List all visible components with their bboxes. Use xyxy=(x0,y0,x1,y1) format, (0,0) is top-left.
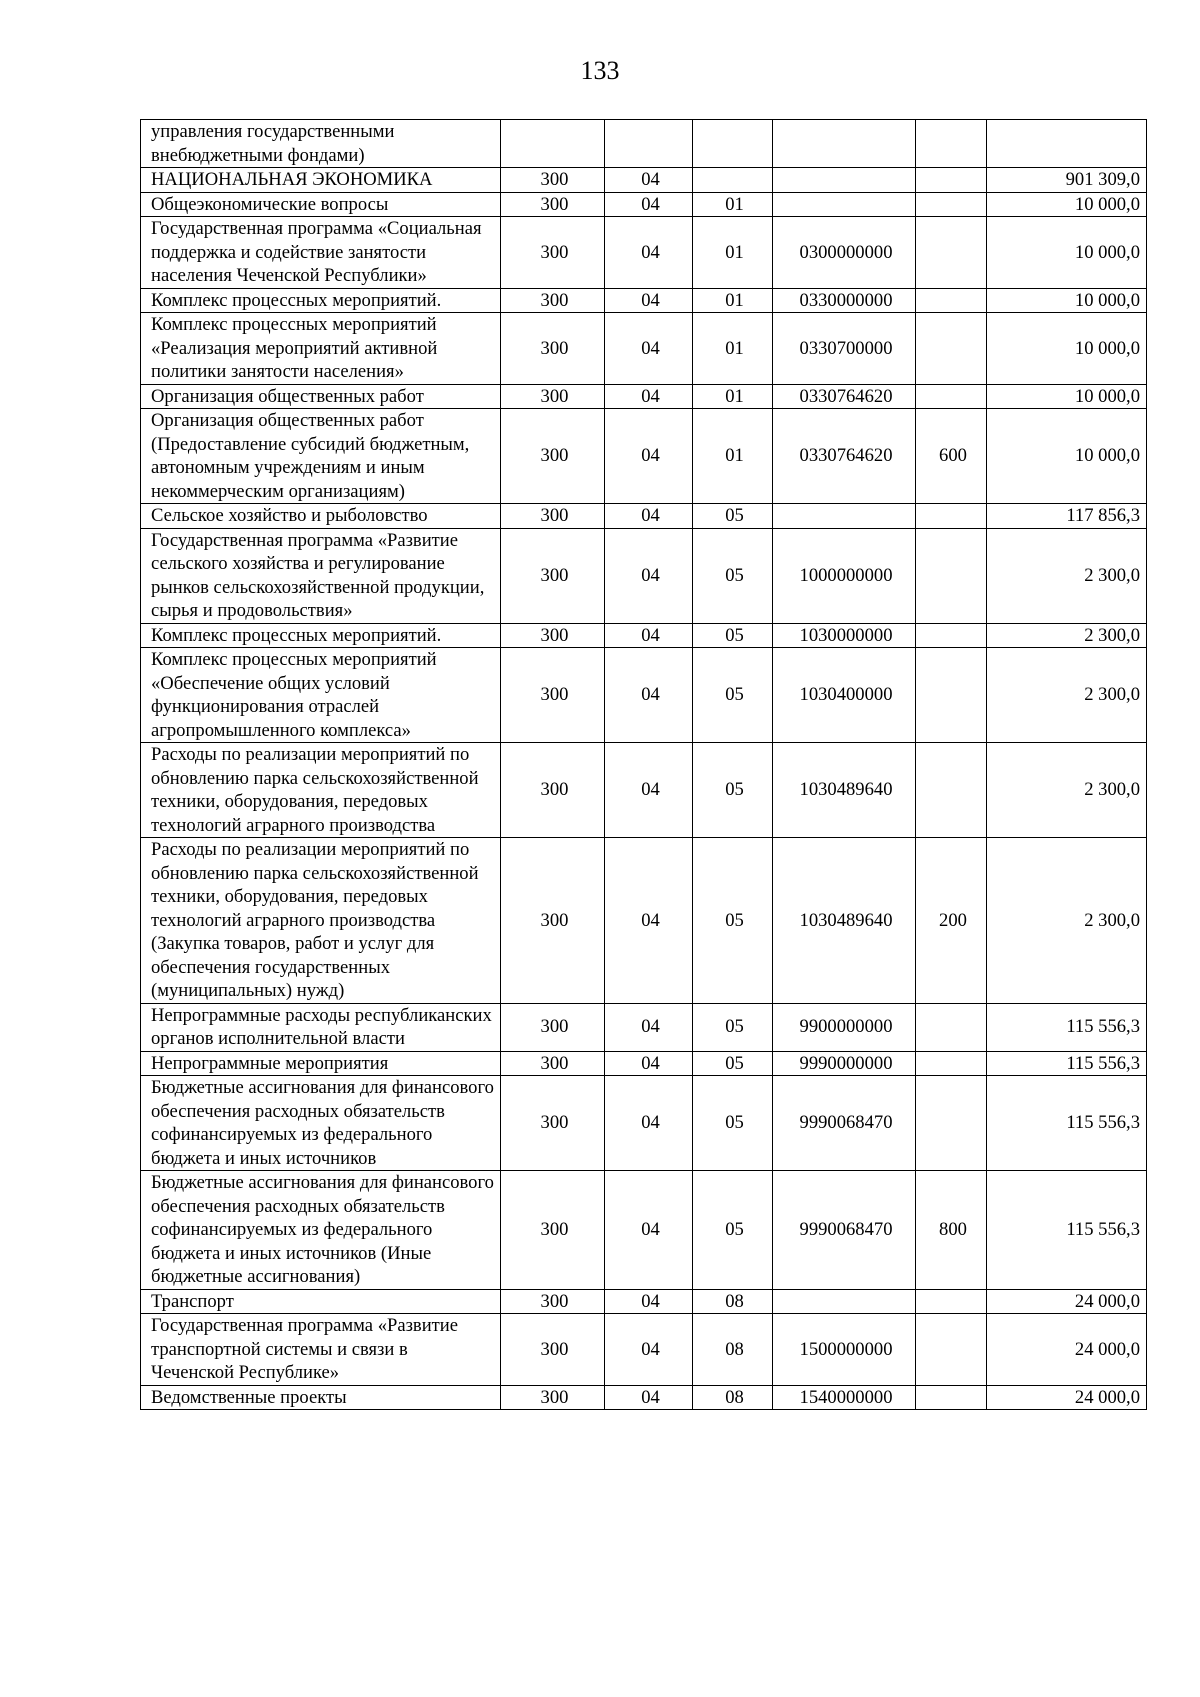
table-row xyxy=(141,504,1147,529)
table-row xyxy=(141,1003,1147,1051)
budget-table xyxy=(140,119,1147,1410)
ministry-code: 300 xyxy=(501,838,605,1004)
ministry-code: 300 xyxy=(501,168,605,193)
ministry-code: 300 xyxy=(501,1051,605,1076)
target-article-code: 9990068470 xyxy=(773,1171,916,1290)
subsection-code: 01 xyxy=(693,313,773,385)
subsection-code: 01 xyxy=(693,288,773,313)
expense-type-code xyxy=(916,1314,987,1386)
ministry-code: 300 xyxy=(501,648,605,743)
expense-type-code xyxy=(916,648,987,743)
section-code: 04 xyxy=(605,1385,693,1410)
expense-type-code: 800 xyxy=(916,1171,987,1290)
amount xyxy=(987,120,1147,168)
section-code: 04 xyxy=(605,1289,693,1314)
amount: 24 000,0 xyxy=(987,1385,1147,1410)
ministry-code: 300 xyxy=(501,623,605,648)
amount: 24 000,0 xyxy=(987,1314,1147,1386)
expense-type-code xyxy=(916,1051,987,1076)
expense-type-code xyxy=(916,192,987,217)
target-article-code: 0300000000 xyxy=(773,217,916,289)
section-code: 04 xyxy=(605,192,693,217)
ministry-code: 300 xyxy=(501,1289,605,1314)
target-article-code: 0330764620 xyxy=(773,409,916,504)
ministry-code: 300 xyxy=(501,1314,605,1386)
subsection-code: 01 xyxy=(693,217,773,289)
target-article-code xyxy=(773,168,916,193)
expense-type-code xyxy=(916,1385,987,1410)
subsection-code: 05 xyxy=(693,1003,773,1051)
row-name: Организация общественных работ xyxy=(141,384,501,409)
row-name: Сельское хозяйство и рыболовство xyxy=(141,504,501,529)
subsection-code: 01 xyxy=(693,409,773,504)
subsection-code: 05 xyxy=(693,1076,773,1171)
target-article-code: 1540000000 xyxy=(773,1385,916,1410)
target-article-code: 1500000000 xyxy=(773,1314,916,1386)
ministry-code: 300 xyxy=(501,1003,605,1051)
row-name: Транспорт xyxy=(141,1289,501,1314)
section-code: 04 xyxy=(605,504,693,529)
section-code: 04 xyxy=(605,838,693,1004)
table-row xyxy=(141,1051,1147,1076)
row-name: управления государственными внебюджетными фондами) xyxy=(141,120,501,168)
target-article-code: 9900000000 xyxy=(773,1003,916,1051)
amount: 115 556,3 xyxy=(987,1076,1147,1171)
target-article-code: 9990000000 xyxy=(773,1051,916,1076)
ministry-code: 300 xyxy=(501,288,605,313)
amount: 2 300,0 xyxy=(987,838,1147,1004)
expense-type-code xyxy=(916,313,987,385)
amount: 10 000,0 xyxy=(987,192,1147,217)
row-name: Комплекс процессных мероприятий. xyxy=(141,623,501,648)
table-row xyxy=(141,120,1147,168)
section-code: 04 xyxy=(605,168,693,193)
target-article-code: 1030000000 xyxy=(773,623,916,648)
target-article-code xyxy=(773,504,916,529)
table-body xyxy=(141,120,1147,1410)
subsection-code: 05 xyxy=(693,623,773,648)
expense-type-code xyxy=(916,384,987,409)
expense-type-code xyxy=(916,743,987,838)
expense-type-code xyxy=(916,168,987,193)
table-row xyxy=(141,384,1147,409)
row-name: Организация общественных работ (Предоставление субсидий бюджетным, автономным учреждениям и иным некоммерческим организациям) xyxy=(141,409,501,504)
section-code: 04 xyxy=(605,1076,693,1171)
subsection-code: 05 xyxy=(693,648,773,743)
amount: 24 000,0 xyxy=(987,1289,1147,1314)
amount: 901 309,0 xyxy=(987,168,1147,193)
table-row xyxy=(141,1314,1147,1386)
subsection-code: 05 xyxy=(693,838,773,1004)
table-row xyxy=(141,838,1147,1004)
row-name: Бюджетные ассигнования для финансового обеспечения расходных обязательств софинансируемых из федерального бюджета и иных источников (Иные бюджетные ассигнования) xyxy=(141,1171,501,1290)
ministry-code: 300 xyxy=(501,528,605,623)
table-row xyxy=(141,1289,1147,1314)
subsection-code: 05 xyxy=(693,528,773,623)
section-code: 04 xyxy=(605,1171,693,1290)
expense-type-code xyxy=(916,1003,987,1051)
target-article-code xyxy=(773,192,916,217)
table-row xyxy=(141,288,1147,313)
row-name: Комплекс процессных мероприятий. xyxy=(141,288,501,313)
target-article-code: 1030489640 xyxy=(773,838,916,1004)
amount: 115 556,3 xyxy=(987,1051,1147,1076)
table-row xyxy=(141,192,1147,217)
amount: 10 000,0 xyxy=(987,384,1147,409)
section-code: 04 xyxy=(605,623,693,648)
amount: 2 300,0 xyxy=(987,648,1147,743)
table-row xyxy=(141,528,1147,623)
table-row xyxy=(141,1171,1147,1290)
amount: 10 000,0 xyxy=(987,288,1147,313)
target-article-code: 9990068470 xyxy=(773,1076,916,1171)
amount: 2 300,0 xyxy=(987,623,1147,648)
ministry-code: 300 xyxy=(501,384,605,409)
ministry-code: 300 xyxy=(501,743,605,838)
ministry-code: 300 xyxy=(501,504,605,529)
amount: 2 300,0 xyxy=(987,743,1147,838)
ministry-code: 300 xyxy=(501,1171,605,1290)
target-article-code: 0330764620 xyxy=(773,384,916,409)
page-number: 133 xyxy=(580,56,620,85)
row-name: Расходы по реализации мероприятий по обновлению парка сельскохозяйственной техники, оборудования, передовых технологий аграрного производства xyxy=(141,743,501,838)
table-row xyxy=(141,623,1147,648)
section-code: 04 xyxy=(605,384,693,409)
subsection-code: 08 xyxy=(693,1314,773,1386)
ministry-code: 300 xyxy=(501,192,605,217)
amount: 117 856,3 xyxy=(987,504,1147,529)
subsection-code xyxy=(693,120,773,168)
ministry-code: 300 xyxy=(501,1385,605,1410)
row-name: Государственная программа «Развитие сельского хозяйства и регулирование рынков сельскохозяйственной продукции, сырья и продовольствия» xyxy=(141,528,501,623)
row-name: Государственная программа «Социальная поддержка и содействие занятости населения Чеченской Республики» xyxy=(141,217,501,289)
row-name: Расходы по реализации мероприятий по обновлению парка сельскохозяйственной техники, оборудования, передовых технологий аграрного производства (Закупка товаров, работ и услуг для обеспечения государственных (муниципальных) нужд) xyxy=(141,838,501,1004)
subsection-code: 01 xyxy=(693,384,773,409)
row-name: Бюджетные ассигнования для финансового обеспечения расходных обязательств софинансируемых из федерального бюджета и иных источников xyxy=(141,1076,501,1171)
amount: 10 000,0 xyxy=(987,217,1147,289)
table-row xyxy=(141,1385,1147,1410)
section-code: 04 xyxy=(605,217,693,289)
subsection-code: 05 xyxy=(693,743,773,838)
amount: 10 000,0 xyxy=(987,313,1147,385)
target-article-code: 1030489640 xyxy=(773,743,916,838)
subsection-code: 05 xyxy=(693,504,773,529)
section-code: 04 xyxy=(605,409,693,504)
table-row xyxy=(141,217,1147,289)
ministry-code: 300 xyxy=(501,217,605,289)
expense-type-code xyxy=(916,120,987,168)
expense-type-code xyxy=(916,1076,987,1171)
expense-type-code: 200 xyxy=(916,838,987,1004)
subsection-code: 08 xyxy=(693,1385,773,1410)
row-name: Непрограммные мероприятия xyxy=(141,1051,501,1076)
row-name: Государственная программа «Развитие транспортной системы и связи в Чеченской Республике» xyxy=(141,1314,501,1386)
table-row xyxy=(141,313,1147,385)
row-name: Комплекс процессных мероприятий «Реализация мероприятий активной политики занятости населения» xyxy=(141,313,501,385)
section-code: 04 xyxy=(605,1051,693,1076)
table-row xyxy=(141,168,1147,193)
row-name: Общеэкономические вопросы xyxy=(141,192,501,217)
target-article-code: 1000000000 xyxy=(773,528,916,623)
table-row xyxy=(141,743,1147,838)
expense-type-code xyxy=(916,528,987,623)
section-code: 04 xyxy=(605,648,693,743)
table-row xyxy=(141,1076,1147,1171)
subsection-code xyxy=(693,168,773,193)
expense-type-code xyxy=(916,623,987,648)
target-article-code xyxy=(773,1289,916,1314)
row-name: Непрограммные расходы республиканских органов исполнительной власти xyxy=(141,1003,501,1051)
section-code xyxy=(605,120,693,168)
section-code: 04 xyxy=(605,743,693,838)
amount: 2 300,0 xyxy=(987,528,1147,623)
section-code: 04 xyxy=(605,288,693,313)
expense-type-code: 600 xyxy=(916,409,987,504)
expense-type-code xyxy=(916,1289,987,1314)
amount: 115 556,3 xyxy=(987,1003,1147,1051)
table-row xyxy=(141,648,1147,743)
section-code: 04 xyxy=(605,528,693,623)
expense-type-code xyxy=(916,504,987,529)
subsection-code: 05 xyxy=(693,1051,773,1076)
target-article-code: 0330700000 xyxy=(773,313,916,385)
section-code: 04 xyxy=(605,1314,693,1386)
row-name: НАЦИОНАЛЬНАЯ ЭКОНОМИКА xyxy=(141,168,501,193)
section-code: 04 xyxy=(605,1003,693,1051)
ministry-code: 300 xyxy=(501,313,605,385)
target-article-code: 1030400000 xyxy=(773,648,916,743)
section-code: 04 xyxy=(605,313,693,385)
expense-type-code xyxy=(916,288,987,313)
subsection-code: 05 xyxy=(693,1171,773,1290)
ministry-code: 300 xyxy=(501,409,605,504)
expense-type-code xyxy=(916,217,987,289)
ministry-code xyxy=(501,120,605,168)
subsection-code: 08 xyxy=(693,1289,773,1314)
row-name: Комплекс процессных мероприятий «Обеспечение общих условий функционирования отраслей агропромышленного комплекса» xyxy=(141,648,501,743)
amount: 10 000,0 xyxy=(987,409,1147,504)
row-name: Ведомственные проекты xyxy=(141,1385,501,1410)
subsection-code: 01 xyxy=(693,192,773,217)
ministry-code: 300 xyxy=(501,1076,605,1171)
amount: 115 556,3 xyxy=(987,1171,1147,1290)
table-row xyxy=(141,409,1147,504)
target-article-code: 0330000000 xyxy=(773,288,916,313)
target-article-code xyxy=(773,120,916,168)
